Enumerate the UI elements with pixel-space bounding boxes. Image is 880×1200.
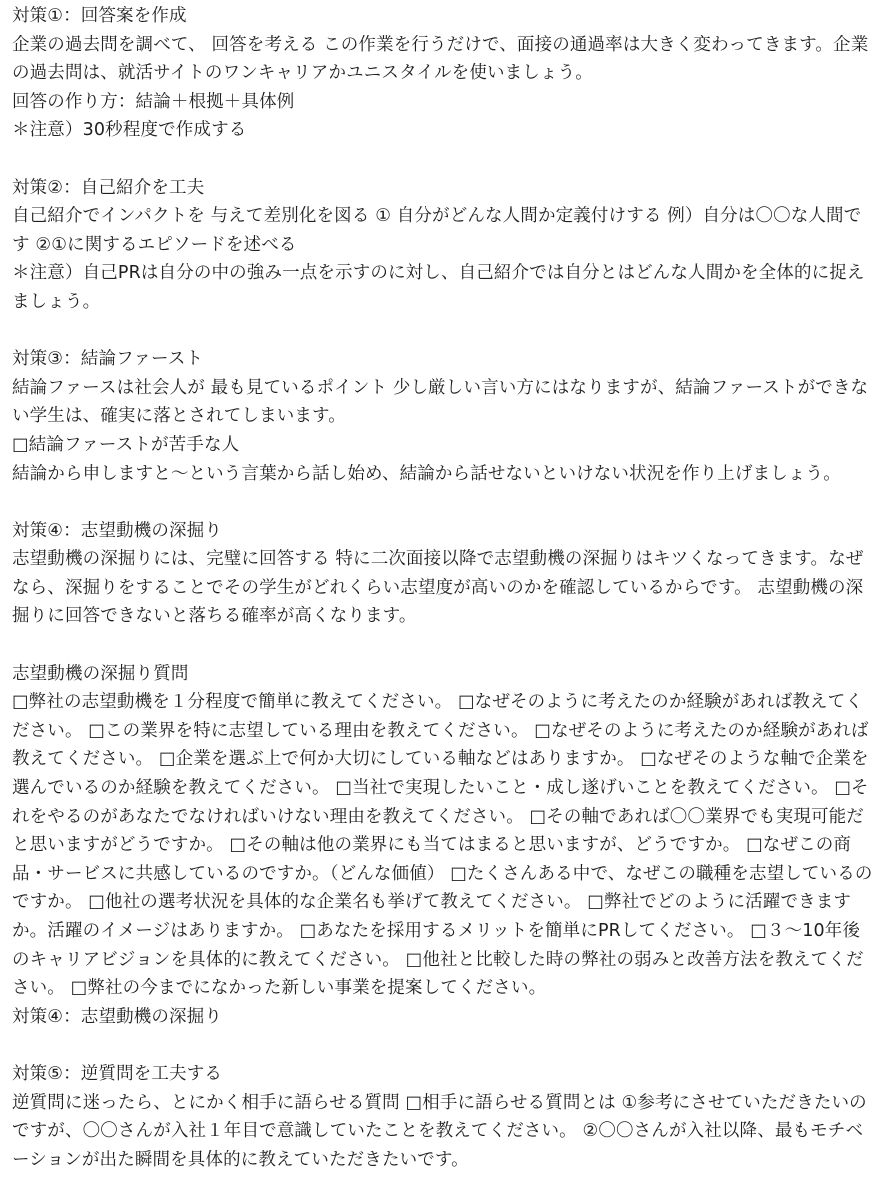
section-heading: 志望動機の深掘り質問 <box>12 663 189 684</box>
paragraph: 企業の過去問を調べて、 回答を考える この作業を行うだけで、面接の通過率は大きく変わってきます。企業の過去問は、就活サイトのワンキャリアかユニスタイルを使いましょう。 <box>12 34 869 84</box>
paragraph: 逆質問に迷ったら、とにかく相手に語らせる質問 □相手に語らせる質問とは ①参考にさせていただきたいのですが、〇〇さんが入社１年目で意識していたことを教えてください。 ②〇〇さんが入社以降、最もモチベーションが出た瞬間を具体的に教えていただきたいです。 <box>12 1092 867 1170</box>
section-5 <box>12 660 875 1032</box>
section-heading: 対策①：回答案を作成 <box>12 6 187 26</box>
section-3 <box>12 345 875 488</box>
section-heading: 対策②：自己紹介を工夫 <box>12 177 205 198</box>
paragraph: 結論から申しますと〜という言葉から話し始め、結論から話せないといけない状況を作り上げましょう。 <box>12 463 841 484</box>
section-heading: 対策③：結論ファースト <box>12 349 204 370</box>
paragraph: 志望動機の深掘りには、完璧に回答する 特に二次面接以降で志望動機の深掘りはキツくなってきます。なぜなら、深掘りをすることでその学生がどれくらい志望度が高いのかを確認しているからです。 志望動機の深掘りに回答できないと落ちる確率が高くなります。 <box>12 549 864 627</box>
paragraph: 結論ファースは社会人が 最も見ているポイント 少し厳しい言い方にはなりますが、結論ファーストができない学生は、確実に落とされてしまいます。 <box>12 377 869 427</box>
paragraph: 自己紹介でインパクトを 与えて差別化を図る ① 自分がどんな人間か定義付けする 例）自分は〇〇な人間です ②①に関するエピソードを述べる <box>12 206 862 255</box>
section-heading: 対策⑤：逆質問を工夫する <box>12 1063 222 1084</box>
paragraph: 回答の作り方：結論＋根拠＋具体例 <box>12 91 295 112</box>
section-4 <box>12 517 875 631</box>
paragraph: 対策④：志望動機の深掘り <box>12 1006 222 1027</box>
section-6 <box>12 1060 875 1174</box>
question-list: □弊社の志望動機を１分程度で簡単に教えてください。 □なぜそのように考えたのか経験があれば教えてください。 □この業界を特に志望している理由を教えてください。 □なぜそのように考えたのか経験があれば教えてください。 □企業を選ぶ上で何か大切にしている軸などはありますか。 □なぜそのような軸で企業を選んでいるのか経験を教えてください。 □当社で実現したいこと・成し遂げいことを教えてください。 □それをやるのがあなたでなければいけない理由を教えてください。 □その軸であれば〇〇業界でも実現可能だと思いますがどうですか。 □その軸は他の業界にも当てはまると思いますが、どうですか。 □なぜこの商品・サービスに共感しているのですか。（どんな価値） □たくさんある中で、なぜこの職種を志望しているのですか。 □他社の選考状況を具体的な企業名も挙げて教えてください。 □弊社でどのように活躍できますか。活躍のイメージはありますか。 □あなたを採用するメリットを簡単にPRしてください。 □３〜10年後のキャリアビジョンを具体的に教えてください。 □他社と比較した時の弊社の弱みと改善方法を教えてください。 □弊社の今までになかった新しい事業を提案してください。 <box>12 692 873 999</box>
checklist-item: □結論ファーストが苦手な人 <box>12 434 240 455</box>
section-2 <box>12 174 875 317</box>
note: ＊注意）自己PRは自分の中の強み一点を示すのに対し、自己紹介では自分とはどんな人間かを全体的に捉えましょう。 <box>12 263 865 312</box>
note: ＊注意）30秒程度で作成する <box>12 120 247 141</box>
section-1 <box>12 2 875 145</box>
section-heading: 対策④：志望動機の深掘り <box>12 520 222 541</box>
